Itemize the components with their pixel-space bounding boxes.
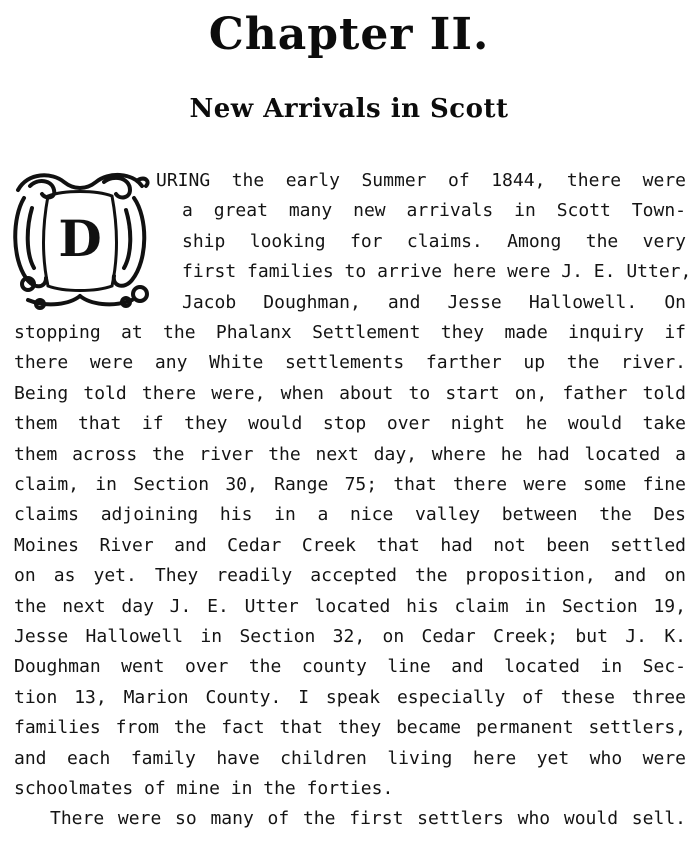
text-line: on as yet. They readily accepted the proposition, and on (14, 565, 686, 587)
text-line: URING the early Summer of 1844, there were (156, 170, 686, 191)
text-line: them that if they would stop over night he would take (14, 413, 686, 435)
drop-cap-letter: D (58, 209, 102, 268)
chapter-title: Chapter II. (208, 9, 490, 60)
text-line: Jacob Doughman, and Jesse Hallowell. On (182, 291, 686, 313)
text-line: a great many new arrivals in Scott Town- (182, 200, 686, 222)
ornamental-drop-cap (8, 168, 152, 312)
text-line: there were any White settlements farther up the river. (14, 352, 686, 374)
section-title: New Arrivals in Scott (189, 94, 509, 124)
text-line: first families to arrive here were J. E. Utter, (182, 261, 692, 283)
text-line: There were so many of the first settlers who would sell. (50, 808, 686, 830)
text-line: ship looking for claims. Among the very (182, 230, 686, 252)
text-line: families from the fact that they became permanent settlers, (14, 717, 686, 739)
text-line: and each family have children living here yet who were (14, 747, 686, 769)
text-line: Moines River and Cedar Creek that had not been settled (14, 534, 686, 556)
text-line: tion 13, Marion County. I speak especially of these three (14, 686, 686, 708)
text-line: Doughman went over the county line and located in Sec- (14, 656, 686, 678)
text-line: Jesse Hallowell in Section 32, on Cedar Creek; but J. K. (14, 626, 686, 647)
text-line: the next day J. E. Utter located his claim in Section 19, (14, 595, 686, 617)
text-line: claim, in Section 30, Range 75; that there were some fine (14, 474, 686, 495)
text-line: schoolmates of mine in the forties. (14, 778, 394, 799)
text-line: stopping at the Phalanx Settlement they made inquiry if (14, 322, 686, 343)
text-line: Being told there were, when about to start on, father told (14, 382, 686, 404)
text-line: them across the river the next day, where he had located a (14, 443, 686, 465)
text-line: claims adjoining his in a nice valley between the Des (14, 504, 686, 526)
